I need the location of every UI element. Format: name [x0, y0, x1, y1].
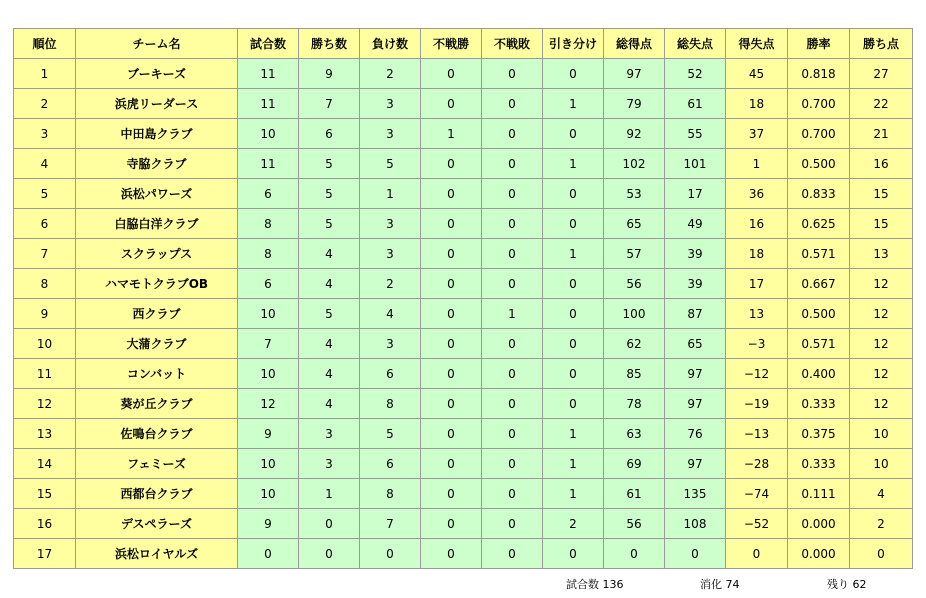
rank-cell: 10 [14, 329, 76, 359]
forfeit-losses-cell: 0 [482, 479, 543, 509]
losses-cell: 8 [360, 389, 421, 419]
losses-cell: 5 [360, 149, 421, 179]
point-diff-cell: 37 [726, 119, 788, 149]
wins-cell: 3 [299, 449, 360, 479]
standing-points-cell: 4 [850, 479, 913, 509]
draws-cell: 1 [543, 239, 604, 269]
header-point-diff: 得失点 [726, 29, 788, 59]
losses-cell: 5 [360, 419, 421, 449]
points-against-cell: 97 [665, 449, 726, 479]
rank-cell: 14 [14, 449, 76, 479]
summary-footer [0, 576, 926, 592]
standing-points-cell: 15 [850, 179, 913, 209]
point-diff-cell: 36 [726, 179, 788, 209]
points-against-cell: 65 [665, 329, 726, 359]
rank-cell: 11 [14, 359, 76, 389]
win-rate-cell: 0.333 [788, 389, 850, 419]
win-rate-cell: 0.000 [788, 509, 850, 539]
rank-cell: 4 [14, 149, 76, 179]
games-cell: 6 [238, 269, 299, 299]
forfeit-losses-cell: 0 [482, 539, 543, 569]
wins-cell: 4 [299, 389, 360, 419]
games-cell: 10 [238, 479, 299, 509]
standing-points-cell: 0 [850, 539, 913, 569]
table-row [14, 239, 913, 269]
table-row [14, 449, 913, 479]
win-rate-cell: 0.333 [788, 449, 850, 479]
losses-cell: 3 [360, 329, 421, 359]
header-forfeit-wins: 不戦勝 [421, 29, 482, 59]
point-diff-cell: −52 [726, 509, 788, 539]
standing-points-cell: 27 [850, 59, 913, 89]
header-rank: 順位 [14, 29, 76, 59]
table-row [14, 479, 913, 509]
forfeit-wins-cell: 0 [421, 479, 482, 509]
header-row [14, 29, 913, 59]
points-for-cell: 65 [604, 209, 665, 239]
table-row [14, 269, 913, 299]
games-cell: 8 [238, 239, 299, 269]
points-for-cell: 69 [604, 449, 665, 479]
win-rate-cell: 0.000 [788, 539, 850, 569]
header-wins: 勝ち数 [299, 29, 360, 59]
points-against-cell: 61 [665, 89, 726, 119]
table-row [14, 299, 913, 329]
forfeit-losses-cell: 0 [482, 179, 543, 209]
points-against-cell: 52 [665, 59, 726, 89]
rank-cell: 9 [14, 299, 76, 329]
table-row [14, 209, 913, 239]
games-played-text: 消化 74 [700, 578, 740, 591]
points-for-cell: 57 [604, 239, 665, 269]
win-rate-cell: 0.111 [788, 479, 850, 509]
losses-cell: 2 [360, 269, 421, 299]
win-rate-cell: 0.700 [788, 89, 850, 119]
team-name-cell: 葵が丘クラブ [76, 389, 238, 419]
forfeit-losses-cell: 0 [482, 359, 543, 389]
draws-cell: 0 [543, 119, 604, 149]
points-for-cell: 102 [604, 149, 665, 179]
rank-cell: 3 [14, 119, 76, 149]
forfeit-wins-cell: 0 [421, 419, 482, 449]
points-against-cell: 108 [665, 509, 726, 539]
points-against-cell: 101 [665, 149, 726, 179]
win-rate-cell: 0.571 [788, 329, 850, 359]
forfeit-wins-cell: 0 [421, 209, 482, 239]
points-for-cell: 85 [604, 359, 665, 389]
rank-cell: 12 [14, 389, 76, 419]
header-losses: 負け数 [360, 29, 421, 59]
games-cell: 10 [238, 449, 299, 479]
point-diff-cell: −19 [726, 389, 788, 419]
header-team: チーム名 [76, 29, 238, 59]
forfeit-wins-cell: 0 [421, 329, 482, 359]
losses-cell: 3 [360, 89, 421, 119]
header-points-for: 総得点 [604, 29, 665, 59]
point-diff-cell: 13 [726, 299, 788, 329]
losses-cell: 6 [360, 449, 421, 479]
games-cell: 11 [238, 149, 299, 179]
draws-cell: 0 [543, 179, 604, 209]
forfeit-losses-cell: 0 [482, 209, 543, 239]
games-cell: 11 [238, 59, 299, 89]
points-against-cell: 39 [665, 239, 726, 269]
forfeit-wins-cell: 0 [421, 269, 482, 299]
points-against-cell: 55 [665, 119, 726, 149]
draws-cell: 1 [543, 419, 604, 449]
losses-cell: 3 [360, 119, 421, 149]
points-for-cell: 100 [604, 299, 665, 329]
wins-cell: 4 [299, 269, 360, 299]
draws-cell: 1 [543, 449, 604, 479]
table-row [14, 89, 913, 119]
team-name-cell: デスペラーズ [76, 509, 238, 539]
games-cell: 10 [238, 299, 299, 329]
rank-cell: 1 [14, 59, 76, 89]
losses-cell: 2 [360, 59, 421, 89]
forfeit-wins-cell: 1 [421, 119, 482, 149]
win-rate-cell: 0.375 [788, 419, 850, 449]
draws-cell: 0 [543, 299, 604, 329]
draws-cell: 2 [543, 509, 604, 539]
draws-cell: 0 [543, 539, 604, 569]
wins-cell: 5 [299, 299, 360, 329]
rank-cell: 17 [14, 539, 76, 569]
wins-cell: 1 [299, 479, 360, 509]
losses-cell: 8 [360, 479, 421, 509]
team-name-cell: 寺脇クラブ [76, 149, 238, 179]
forfeit-losses-cell: 0 [482, 59, 543, 89]
header-games: 試合数 [238, 29, 299, 59]
games-cell: 10 [238, 119, 299, 149]
win-rate-cell: 0.833 [788, 179, 850, 209]
points-for-cell: 79 [604, 89, 665, 119]
points-for-cell: 63 [604, 419, 665, 449]
win-rate-cell: 0.400 [788, 359, 850, 389]
header-draws: 引き分け [543, 29, 604, 59]
standing-points-cell: 22 [850, 89, 913, 119]
wins-cell: 0 [299, 509, 360, 539]
rank-cell: 8 [14, 269, 76, 299]
point-diff-cell: 18 [726, 239, 788, 269]
games-remaining-text: 残り 62 [827, 578, 867, 591]
games-cell: 8 [238, 209, 299, 239]
forfeit-losses-cell: 0 [482, 419, 543, 449]
standings-table [13, 28, 913, 569]
header-points-against: 総失点 [665, 29, 726, 59]
forfeit-losses-cell: 1 [482, 299, 543, 329]
points-against-cell: 87 [665, 299, 726, 329]
table-row [14, 119, 913, 149]
forfeit-wins-cell: 0 [421, 59, 482, 89]
rank-cell: 15 [14, 479, 76, 509]
forfeit-losses-cell: 0 [482, 509, 543, 539]
draws-cell: 1 [543, 479, 604, 509]
losses-cell: 7 [360, 509, 421, 539]
points-for-cell: 97 [604, 59, 665, 89]
point-diff-cell: −13 [726, 419, 788, 449]
forfeit-losses-cell: 0 [482, 239, 543, 269]
points-for-cell: 0 [604, 539, 665, 569]
standings-body [14, 59, 913, 569]
wins-cell: 4 [299, 239, 360, 269]
forfeit-losses-cell: 0 [482, 89, 543, 119]
header-win-rate: 勝率 [788, 29, 850, 59]
losses-cell: 3 [360, 209, 421, 239]
games-cell: 9 [238, 509, 299, 539]
team-name-cell: 大蒲クラブ [76, 329, 238, 359]
win-rate-cell: 0.500 [788, 299, 850, 329]
draws-cell: 0 [543, 269, 604, 299]
wins-cell: 9 [299, 59, 360, 89]
team-name-cell: 浜松ロイヤルズ [76, 539, 238, 569]
forfeit-wins-cell: 0 [421, 89, 482, 119]
rank-cell: 5 [14, 179, 76, 209]
points-for-cell: 53 [604, 179, 665, 209]
draws-cell: 0 [543, 389, 604, 419]
draws-cell: 0 [543, 209, 604, 239]
wins-cell: 0 [299, 539, 360, 569]
losses-cell: 4 [360, 299, 421, 329]
team-name-cell: 西都台クラブ [76, 479, 238, 509]
forfeit-wins-cell: 0 [421, 449, 482, 479]
forfeit-wins-cell: 0 [421, 509, 482, 539]
losses-cell: 3 [360, 239, 421, 269]
table-row [14, 59, 913, 89]
points-for-cell: 92 [604, 119, 665, 149]
standing-points-cell: 12 [850, 269, 913, 299]
point-diff-cell: 17 [726, 269, 788, 299]
rank-cell: 16 [14, 509, 76, 539]
points-for-cell: 56 [604, 509, 665, 539]
standing-points-cell: 2 [850, 509, 913, 539]
forfeit-losses-cell: 0 [482, 269, 543, 299]
table-row [14, 179, 913, 209]
total-games-text: 試合数 136 [566, 578, 624, 591]
standing-points-cell: 16 [850, 149, 913, 179]
team-name-cell: 佐鳴台クラブ [76, 419, 238, 449]
win-rate-cell: 0.625 [788, 209, 850, 239]
points-against-cell: 135 [665, 479, 726, 509]
points-for-cell: 61 [604, 479, 665, 509]
rank-cell: 7 [14, 239, 76, 269]
forfeit-wins-cell: 0 [421, 149, 482, 179]
team-name-cell: コンバット [76, 359, 238, 389]
win-rate-cell: 0.667 [788, 269, 850, 299]
wins-cell: 5 [299, 209, 360, 239]
win-rate-cell: 0.500 [788, 149, 850, 179]
team-name-cell: 西クラブ [76, 299, 238, 329]
losses-cell: 6 [360, 359, 421, 389]
standing-points-cell: 12 [850, 299, 913, 329]
point-diff-cell: 0 [726, 539, 788, 569]
team-name-cell: ブーキーズ [76, 59, 238, 89]
team-name-cell: ハマモトクラブOB [76, 269, 238, 299]
table-row [14, 419, 913, 449]
games-cell: 9 [238, 419, 299, 449]
wins-cell: 6 [299, 119, 360, 149]
draws-cell: 1 [543, 89, 604, 119]
standing-points-cell: 13 [850, 239, 913, 269]
win-rate-cell: 0.818 [788, 59, 850, 89]
wins-cell: 5 [299, 179, 360, 209]
games-cell: 6 [238, 179, 299, 209]
draws-cell: 1 [543, 149, 604, 179]
header-standing-points: 勝ち点 [850, 29, 913, 59]
table-row [14, 329, 913, 359]
losses-cell: 1 [360, 179, 421, 209]
forfeit-losses-cell: 0 [482, 149, 543, 179]
points-for-cell: 56 [604, 269, 665, 299]
point-diff-cell: 16 [726, 209, 788, 239]
standing-points-cell: 12 [850, 389, 913, 419]
forfeit-wins-cell: 0 [421, 389, 482, 419]
standing-points-cell: 12 [850, 329, 913, 359]
points-against-cell: 0 [665, 539, 726, 569]
table-row [14, 539, 913, 569]
forfeit-wins-cell: 0 [421, 299, 482, 329]
losses-cell: 0 [360, 539, 421, 569]
forfeit-losses-cell: 0 [482, 449, 543, 479]
point-diff-cell: −12 [726, 359, 788, 389]
draws-cell: 0 [543, 59, 604, 89]
point-diff-cell: 45 [726, 59, 788, 89]
point-diff-cell: 1 [726, 149, 788, 179]
games-cell: 10 [238, 359, 299, 389]
games-cell: 7 [238, 329, 299, 359]
forfeit-wins-cell: 0 [421, 179, 482, 209]
win-rate-cell: 0.571 [788, 239, 850, 269]
team-name-cell: 浜松パワーズ [76, 179, 238, 209]
draws-cell: 0 [543, 329, 604, 359]
games-cell: 0 [238, 539, 299, 569]
forfeit-losses-cell: 0 [482, 329, 543, 359]
win-rate-cell: 0.700 [788, 119, 850, 149]
team-name-cell: 浜虎リーダース [76, 89, 238, 119]
team-name-cell: 中田島クラブ [76, 119, 238, 149]
standing-points-cell: 15 [850, 209, 913, 239]
point-diff-cell: −74 [726, 479, 788, 509]
table-row [14, 389, 913, 419]
points-against-cell: 97 [665, 389, 726, 419]
forfeit-wins-cell: 0 [421, 239, 482, 269]
rank-cell: 2 [14, 89, 76, 119]
wins-cell: 3 [299, 419, 360, 449]
wins-cell: 4 [299, 329, 360, 359]
points-against-cell: 17 [665, 179, 726, 209]
points-against-cell: 49 [665, 209, 726, 239]
games-cell: 11 [238, 89, 299, 119]
forfeit-wins-cell: 0 [421, 359, 482, 389]
standing-points-cell: 21 [850, 119, 913, 149]
points-against-cell: 97 [665, 359, 726, 389]
team-name-cell: 白脇白洋クラブ [76, 209, 238, 239]
points-for-cell: 62 [604, 329, 665, 359]
wins-cell: 5 [299, 149, 360, 179]
games-cell: 12 [238, 389, 299, 419]
table-row [14, 149, 913, 179]
forfeit-wins-cell: 0 [421, 539, 482, 569]
standing-points-cell: 10 [850, 419, 913, 449]
rank-cell: 13 [14, 419, 76, 449]
wins-cell: 7 [299, 89, 360, 119]
point-diff-cell: −3 [726, 329, 788, 359]
points-against-cell: 76 [665, 419, 726, 449]
rank-cell: 6 [14, 209, 76, 239]
header-forfeit-losses: 不戦敗 [482, 29, 543, 59]
forfeit-losses-cell: 0 [482, 389, 543, 419]
points-against-cell: 39 [665, 269, 726, 299]
table-row [14, 509, 913, 539]
team-name-cell: スクラップス [76, 239, 238, 269]
draws-cell: 0 [543, 359, 604, 389]
standing-points-cell: 12 [850, 359, 913, 389]
point-diff-cell: −28 [726, 449, 788, 479]
standing-points-cell: 10 [850, 449, 913, 479]
team-name-cell: フェミーズ [76, 449, 238, 479]
point-diff-cell: 18 [726, 89, 788, 119]
points-for-cell: 78 [604, 389, 665, 419]
wins-cell: 4 [299, 359, 360, 389]
table-row [14, 359, 913, 389]
forfeit-losses-cell: 0 [482, 119, 543, 149]
